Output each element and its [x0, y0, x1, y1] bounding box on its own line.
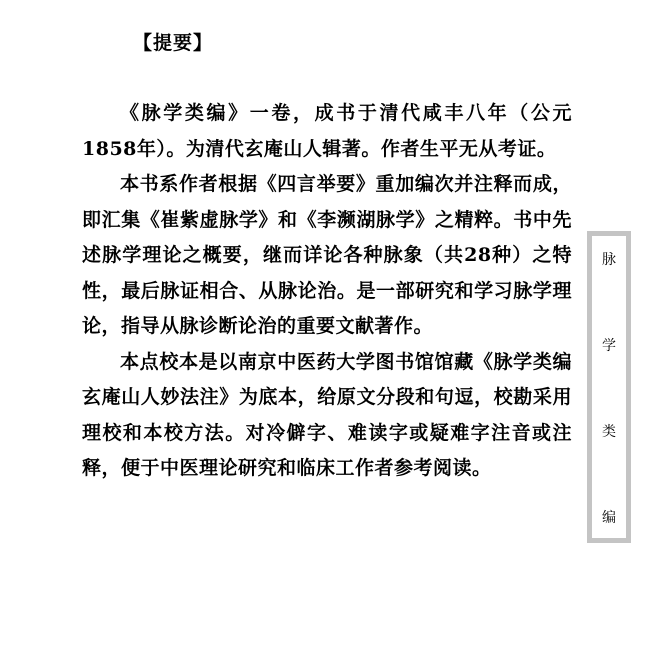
side-tab-char: 类: [602, 424, 616, 440]
side-tab-char: 学: [602, 338, 616, 354]
paragraph-content-summary: 本书系作者根据《四言举要》重加编次并注释而成，即汇集《崔紫虚脉学》和《李濒湖脉学》之精粹。书中先述脉学理论之概要，继而详论各种脉象（共28种）之特性，最后脉证相合、从脉论治。是一部研究和学习脉学理论，指导从脉诊断论治的重要文献著作。: [82, 173, 572, 337]
book-title-side-tab: [587, 231, 631, 543]
side-tab-char: 编: [602, 510, 616, 526]
paragraph-edition-note: 本点校本是以南京中医药大学图书馆馆藏《脉学类编玄庵山人妙法注》为底本，给原文分段和句逗，校勘采用理校和本校方法。对冷僻字、难读字或疑难字注音或注释，便于中医理论研究和临床工作者参考阅读。: [82, 350, 572, 479]
page-title: 【提要】: [133, 32, 214, 54]
body-text: [82, 96, 572, 487]
paragraph-intro: 《脉学类编》一卷，成书于清代咸丰八年（公元1858年）。为清代玄庵山人辑著。作者生平无从考证。: [82, 102, 572, 160]
side-tab-char: 脉: [602, 252, 616, 268]
